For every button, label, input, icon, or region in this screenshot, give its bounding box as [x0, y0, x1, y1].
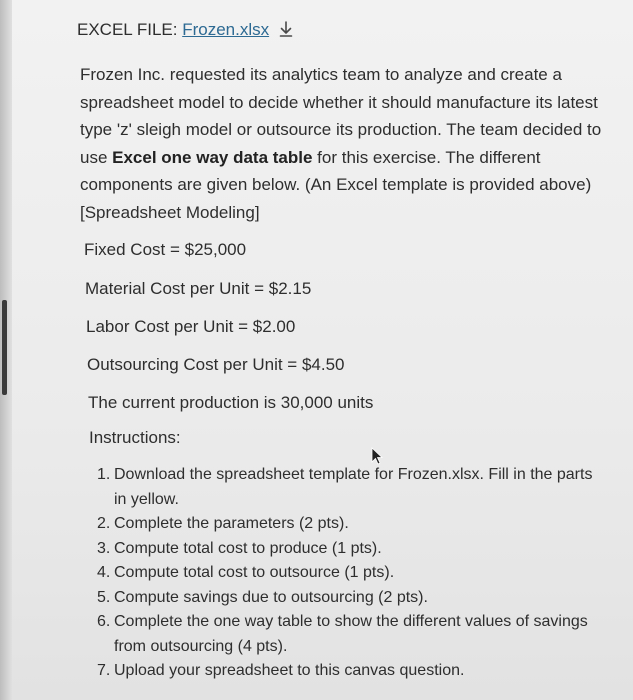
- list-item: [97, 537, 597, 562]
- excel-file-line: [77, 20, 293, 42]
- list-item: [97, 463, 597, 512]
- file-download-link[interactable]: Frozen.xlsx: [182, 20, 270, 39]
- list-item: [97, 586, 597, 611]
- step-text: Complete the one way table to show the different values of savings from outsourcing (4 pts).: [114, 613, 588, 655]
- mouse-pointer-icon: [371, 447, 383, 470]
- step-text: Upload your spreadsheet to this canvas question.: [114, 662, 465, 679]
- step-number: 5.: [97, 588, 111, 606]
- description-bold-text: Excel one way data table: [112, 147, 313, 167]
- step-number: 2.: [97, 515, 111, 532]
- outsourcing-cost: Outsourcing Cost per Unit = $4.50: [87, 355, 345, 374]
- step-text: Complete the parameters (2 pts).: [114, 515, 349, 532]
- step-number: 4.: [97, 564, 111, 581]
- instructions-list: [97, 463, 597, 684]
- step-text: Compute total cost to outsource (1 pts).: [114, 564, 395, 581]
- list-item: [97, 512, 597, 537]
- material-cost: Material Cost per Unit = $2.15: [85, 279, 312, 298]
- assignment-description: [80, 61, 605, 226]
- list-item: [97, 659, 597, 684]
- fixed-cost: Fixed Cost = $25,000: [84, 240, 247, 259]
- step-text: Compute total cost to produce (1 pts).: [114, 539, 382, 557]
- file-label: EXCEL FILE:: [77, 20, 183, 39]
- download-icon[interactable]: [279, 21, 293, 42]
- current-production: The current production is 30,000 units: [88, 393, 374, 412]
- step-number: 7.: [97, 662, 111, 679]
- step-number: 1.: [97, 466, 111, 483]
- description-text-end: for this exercise. The different components are given below. (An Excel template is provided above) [Spreadsheet Modeling]: [80, 147, 592, 222]
- step-text: Compute savings due to outsourcing (2 pts).: [114, 588, 428, 606]
- list-item: [97, 610, 597, 659]
- step-number: 6.: [97, 613, 111, 630]
- step-number: 3.: [97, 539, 111, 557]
- description-text: Frozen Inc. requested its analytics team to analyze and create a spreadsheet model to decide whether it should manufacture its latest type 'z' sleigh model or outsource its production. The team decided to use: [80, 65, 602, 167]
- instructions-heading: Instructions:: [89, 428, 181, 447]
- list-item: [97, 561, 597, 586]
- labor-cost: Labor Cost per Unit = $2.00: [86, 317, 296, 336]
- step-text: Download the spreadsheet template for Frozen.xlsx. Fill in the parts in yellow.: [114, 466, 593, 508]
